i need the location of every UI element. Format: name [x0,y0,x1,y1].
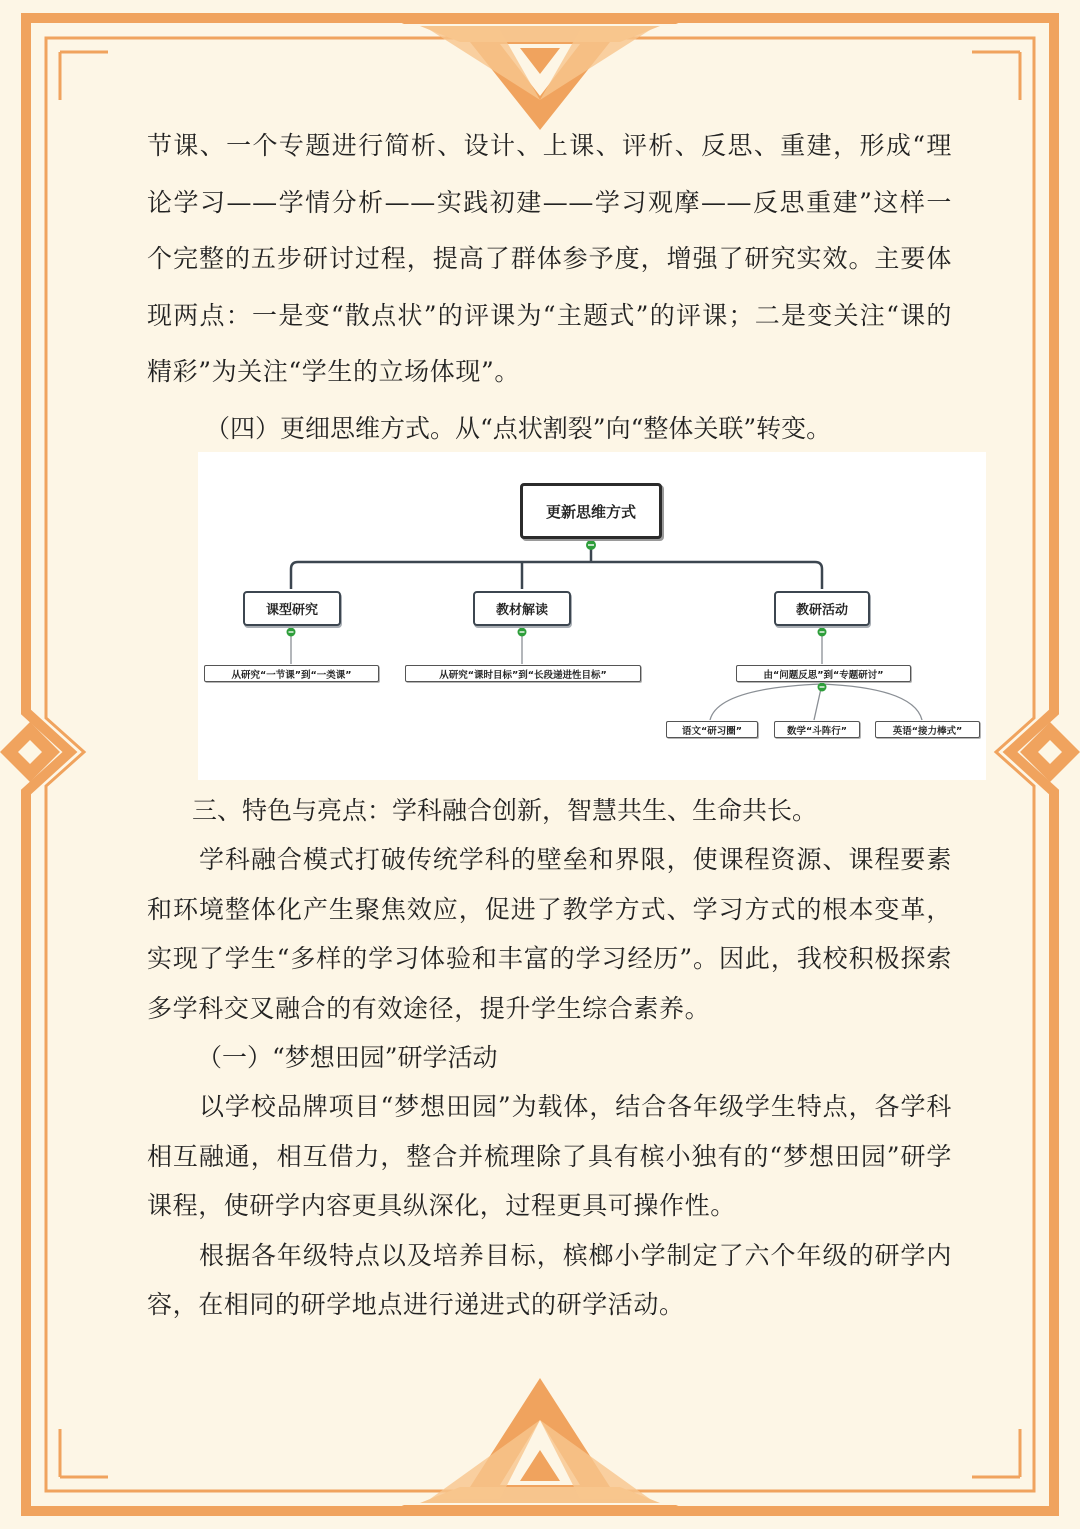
paragraph-continuation: 节课、一个专题进行简析、设计、上课、评析、反思、重建，形成“理论学习——学情分析——实践初建——学习观摩——反思重建”这样一个完整的五步研讨过程，提高了群体参予度，增强了研究实效。主要体现两点：一是变“散点状”的评课为“主题式”的评课；二是变关注“课的精彩”为关注“学生的立场体现”。 [147,131,952,387]
leaf-textbook[interactable]: 从研究“课时目标”到“长段递进性目标” [405,665,641,682]
branch-bar [291,562,822,589]
collapse-toggle-branch-2-icon[interactable] [518,628,527,637]
sub-stem-3 [822,684,922,720]
branch-lesson-type-research[interactable]: 课型研究 [243,591,341,626]
leaf-teaching-research[interactable]: 由“问题反思”到“专题研讨” [736,665,911,682]
heading-section-four: （四）更细思维方式。从“点状割裂”向“整体关联”转变。 [205,413,832,443]
branch-textbook-interpretation[interactable]: 教材解读 [473,591,571,626]
heading-sub-one: （一）“梦想田园”研学活动 [197,1043,498,1073]
leaf-lesson-type[interactable]: 从研究“一节课”到“一类课” [204,665,379,682]
mind-map-root[interactable]: 更新思维方式 [520,483,662,539]
sub-leaf-chinese[interactable]: 语文“研习圈” [666,721,758,738]
collapse-toggle-branch-1-icon[interactable] [287,628,296,637]
heading-section-three: 三、特色与亮点：学科融合创新，智慧共生、生命共长。 [192,796,818,825]
collapse-toggle-root-icon[interactable] [586,540,596,550]
collapse-toggle-leaf-3-icon[interactable] [818,683,827,692]
document-body-lower [147,786,952,1329]
collapse-toggle-branch-3-icon[interactable] [818,628,827,637]
paragraph-fusion: 学科融合模式打破传统学科的壁垒和界限，使课程资源、课程要素和环境整体化产生聚焦效应，促进了教学方式、学习方式的根本变革，实现了学生“多样的学习体验和丰富的学习经历”。因此，我校积极探索多学科交叉融合的有效途径，提升学生综合素养。 [147,845,952,1023]
paragraph-dream-garden: 以学校品牌项目“梦想田园”为载体，结合各年级学生特点，各学科相互融通，相互借力，整合并梳理除了具有槟小独有的“梦想田园”研学课程，使研学内容更具纵深化，过程更具可操作性。 [147,1092,952,1221]
paragraph-grades: 根据各年级特点以及培养目标，槟榔小学制定了六个年级的研学内容，在相同的研学地点进行递进式的研学活动。 [147,1240,952,1320]
document-body [147,118,952,458]
mind-map-diagram [198,452,986,780]
sub-leaf-english[interactable]: 英语“接力棒式” [875,721,980,738]
branch-teaching-research-activities[interactable]: 教研活动 [774,591,870,626]
sub-leaf-math[interactable]: 数学“斗阵行” [774,721,860,738]
sub-stem-1 [710,684,822,720]
